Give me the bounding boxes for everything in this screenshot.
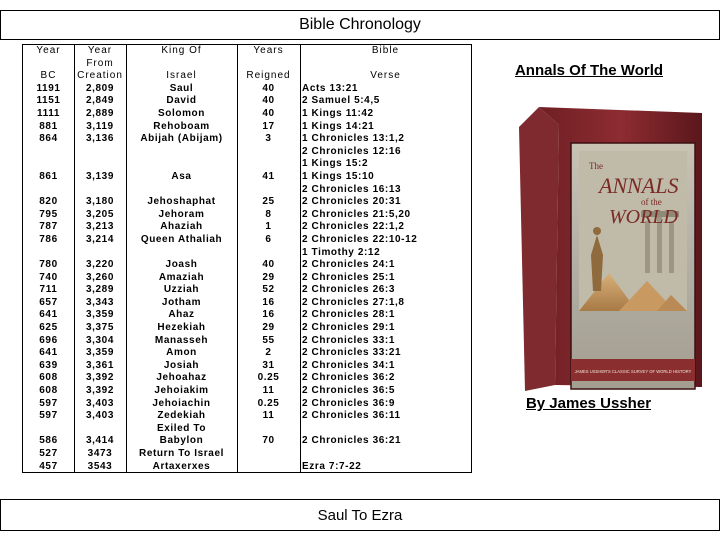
cover-title-text: of the (641, 197, 662, 207)
table-cell: 696 (39, 334, 58, 346)
book-cover-image (519, 95, 702, 392)
chronology-table (22, 44, 472, 473)
table-cell (126, 184, 237, 197)
table-cell: 3543 (87, 460, 113, 472)
table-cell: 1 Kings 11:42 (302, 107, 374, 119)
table-cell: 2 Chronicles 33:21 (302, 347, 402, 359)
table-cell: Jehoshaphat (147, 196, 216, 208)
table-cell: 2 Chronicles 21:5,20 (302, 208, 411, 220)
table-cell: 2 Chronicles 25:1 (302, 271, 396, 283)
cover-title-text: ANNALS (599, 173, 679, 198)
table-cell: 6 (265, 233, 272, 245)
table-cell: 2 Chronicles 24:1 (302, 259, 396, 271)
table-cell: Queen Athaliah (140, 233, 223, 245)
table-cell (23, 184, 74, 197)
table-cell (23, 146, 74, 159)
table-cell (126, 247, 237, 260)
table-cell: Creation (77, 70, 123, 82)
table-cell: 40 (262, 107, 275, 119)
table-cell: Bible (371, 45, 400, 56)
table-cell: 3,403 (85, 397, 115, 409)
table-cell: 0.25 (257, 397, 280, 409)
table-cell: 2 Chronicles 22:10-12 (302, 233, 418, 245)
years-reigned-column (237, 45, 300, 473)
table-cell: 820 (39, 196, 58, 208)
table-cell: 3,375 (85, 322, 115, 334)
table-cell: Years (253, 45, 284, 56)
table-cell (300, 58, 471, 71)
table-cell: 711 (39, 284, 58, 296)
table-cell: 52 (262, 284, 275, 296)
table-cell: 0.25 (257, 372, 280, 384)
table-cell (237, 461, 300, 474)
table-cell: 2 Chronicles 36:21 (302, 435, 402, 447)
table-cell: 1111 (37, 107, 60, 119)
table-cell: David (166, 95, 197, 107)
table-cell: Rehoboam (153, 120, 210, 132)
year-from-creation-column (74, 45, 126, 473)
king-column (126, 45, 237, 473)
table-cell (300, 423, 471, 436)
table-cell: Manasseh (154, 334, 209, 346)
table-cell: 29 (262, 271, 275, 283)
cover-band-text: JAMES USSHER'S CLASSIC SURVEY OF WORLD HISTORY (574, 369, 692, 374)
table-cell (126, 158, 237, 171)
table-cell (237, 158, 300, 171)
table-cell (23, 247, 74, 260)
table-cell: 2 Chronicles 33:1 (302, 334, 396, 346)
table-cell: Return To Israel (139, 448, 224, 459)
table-cell: Exiled To (156, 422, 207, 434)
table-cell: 740 (39, 271, 58, 283)
table-cell: 457 (39, 460, 58, 472)
column-ruin (669, 221, 674, 273)
table-cell: 3 (265, 133, 272, 145)
table-cell: 3,119 (86, 120, 114, 132)
table-cell: Jotham (161, 296, 202, 308)
page-title: Bible Chronology (0, 10, 720, 40)
table-cell: 1 (265, 221, 272, 233)
table-cell: 2 Chronicles 12:16 (302, 145, 402, 157)
table-cell: 1 Kings 15:10 (302, 170, 375, 182)
cover-title-text: WORLD (609, 206, 678, 228)
table-cell: Amaziah (158, 271, 205, 283)
table-cell: 2 Samuel 5:4,5 (302, 95, 380, 107)
table-cell: 17 (262, 120, 275, 132)
table-cell: Ahaz (168, 309, 195, 321)
table-cell: 2 (265, 347, 272, 359)
table-cell: 597 (39, 397, 58, 409)
figure-art (593, 227, 601, 235)
table-cell: BC (40, 70, 57, 82)
table-cell: Ezra 7:7-22 (302, 460, 362, 472)
table-cell (237, 448, 300, 461)
table-cell: 3,403 (85, 410, 115, 422)
table-cell: 2 Chronicles 22:1,2 (302, 221, 405, 233)
table-cell: 2 Chronicles 36:9 (302, 397, 396, 409)
table-cell: 3,220 (85, 259, 115, 271)
table-cell: 795 (39, 208, 58, 220)
table-cell: 1 Kings 14:21 (302, 120, 375, 132)
footer-caption: Saul To Ezra (0, 499, 720, 531)
table-cell: 3,392 (85, 372, 115, 384)
table-cell: 641 (39, 309, 58, 321)
table-cell: Josiah (163, 359, 200, 371)
table-cell: 2,809 (85, 82, 115, 94)
table-cell: 70 (262, 435, 275, 447)
table-cell (237, 423, 300, 436)
table-cell: Amon (166, 347, 197, 359)
table-cell: 2 Chronicles 36:2 (302, 372, 396, 384)
table-cell: Babylon (159, 435, 204, 447)
table-cell: 11 (262, 410, 275, 422)
table-cell: Ahaziah (160, 221, 203, 233)
table-cell: Jehoiachin (152, 397, 211, 409)
table-cell: Saul (169, 82, 194, 94)
table-cell: 639 (39, 359, 58, 371)
bible-verse-column (300, 45, 471, 473)
table-cell: 2 Chronicles 36:5 (302, 385, 396, 397)
table-cell: 1151 (36, 95, 61, 107)
table-cell: Acts 13:21 (302, 82, 359, 94)
table-cell: 2 Chronicles 29:1 (302, 322, 396, 334)
cover-title-text: The (589, 161, 603, 171)
table-cell: Verse (370, 70, 401, 82)
book-title: Annals Of The World (514, 62, 664, 79)
table-cell: 657 (39, 296, 58, 308)
table-cell: 55 (262, 334, 275, 346)
table-cell: 597 (39, 410, 58, 422)
table-cell: 2 Chronicles 16:13 (302, 183, 402, 195)
table-cell (126, 58, 237, 71)
table-cell (74, 158, 126, 171)
table-cell: 3,205 (85, 208, 115, 220)
table-cell (300, 448, 471, 461)
table-cell: King Of (161, 45, 202, 56)
table-cell: Israel (166, 70, 197, 82)
table-cell: Year (87, 45, 113, 56)
table-cell (74, 423, 126, 436)
table-cell: From (86, 57, 114, 69)
table-cell: 41 (262, 170, 275, 182)
table-cell: 3,343 (85, 296, 115, 308)
table-cell: 641 (39, 347, 58, 359)
table-cell (237, 58, 300, 71)
table-cell: 3,214 (85, 233, 115, 245)
table-cell: Jehoram (158, 208, 205, 220)
year-bc-column (23, 45, 74, 473)
table-cell (237, 184, 300, 197)
table-cell: 3,136 (85, 133, 115, 145)
table-cell (74, 247, 126, 260)
table-cell: 40 (262, 95, 275, 107)
table-cell: 864 (39, 133, 58, 145)
table-cell: 16 (262, 309, 275, 321)
table-cell: 3,304 (85, 334, 115, 346)
table-cell: 2 Chronicles 27:1,8 (302, 296, 405, 308)
table-cell: Zedekiah (157, 410, 206, 422)
table-cell: 2 Chronicles 36:11 (302, 410, 401, 422)
table-cell: 2,889 (85, 107, 115, 119)
table-cell: 25 (262, 196, 275, 208)
table-cell: 3,361 (85, 359, 115, 371)
table-cell: 608 (39, 385, 58, 397)
table-cell: Uzziah (163, 284, 200, 296)
table-cell: 586 (39, 435, 58, 447)
table-cell: Joash (165, 259, 198, 271)
table-cell: 3473 (87, 448, 113, 459)
book-spine (519, 107, 559, 391)
table-cell: 2 Chronicles 26:3 (302, 284, 396, 296)
table-cell: 527 (39, 448, 58, 459)
table-cell: 2 Chronicles 28:1 (302, 309, 396, 321)
table-cell (23, 158, 74, 171)
table-cell: Asa (171, 170, 192, 182)
table-cell: 16 (262, 296, 275, 308)
table-cell: 3,359 (85, 347, 115, 359)
table-cell: 3,414 (85, 435, 115, 447)
table-cell: Solomon (158, 107, 205, 119)
table-cell: 31 (262, 359, 275, 371)
table-cell: 3,213 (85, 221, 115, 233)
table-cell: 11 (262, 385, 275, 397)
table-cell: Hezekiah (157, 322, 206, 334)
table-cell: 8 (265, 208, 272, 220)
table-cell: 3,139 (85, 170, 115, 182)
table-cell: Jehoiakim (154, 385, 209, 397)
table-cell: 40 (262, 259, 275, 271)
table-cell: 861 (39, 170, 58, 182)
table-cell: 2 Chronicles 34:1 (302, 359, 396, 371)
table-cell: 1 Chronicles 13:1,2 (302, 133, 405, 145)
table-cell: 29 (262, 322, 275, 334)
table-cell: 881 (39, 120, 58, 132)
table-cell: Jehoahaz (156, 372, 207, 384)
table-cell (126, 146, 237, 159)
table-cell: 780 (39, 259, 58, 271)
table-cell: Reigned (246, 70, 291, 82)
table-cell: 3,260 (85, 271, 115, 283)
table-cell: Year (36, 45, 61, 56)
table-cell: 1 Timothy 2:12 (302, 246, 381, 258)
table-cell: 787 (39, 221, 58, 233)
table-cell: 786 (39, 233, 58, 245)
table-cell (23, 58, 74, 71)
table-cell: 3,392 (85, 385, 115, 397)
table-cell (74, 146, 126, 159)
table-cell: 1 Kings 15:2 (302, 158, 369, 170)
table-cell: 3,359 (85, 309, 115, 321)
column-ruin (645, 221, 650, 273)
table-cell (237, 247, 300, 260)
table-cell: 2 Chronicles 20:31 (302, 196, 402, 208)
table-cell (237, 146, 300, 159)
table-cell: Abijah (Abijam) (140, 133, 223, 145)
table-cell: 3,289 (85, 284, 115, 296)
table-cell: Artaxerxes (152, 460, 211, 472)
table-cell: 3,180 (85, 196, 115, 208)
table-cell (23, 423, 74, 436)
table-cell: 625 (39, 322, 58, 334)
book-author: By James Ussher (525, 395, 652, 412)
table-cell: 2,849 (85, 95, 115, 107)
table-cell (74, 184, 126, 197)
table-cell: 40 (262, 82, 275, 94)
table-cell: 608 (39, 372, 58, 384)
table-cell: 1191 (36, 82, 61, 94)
